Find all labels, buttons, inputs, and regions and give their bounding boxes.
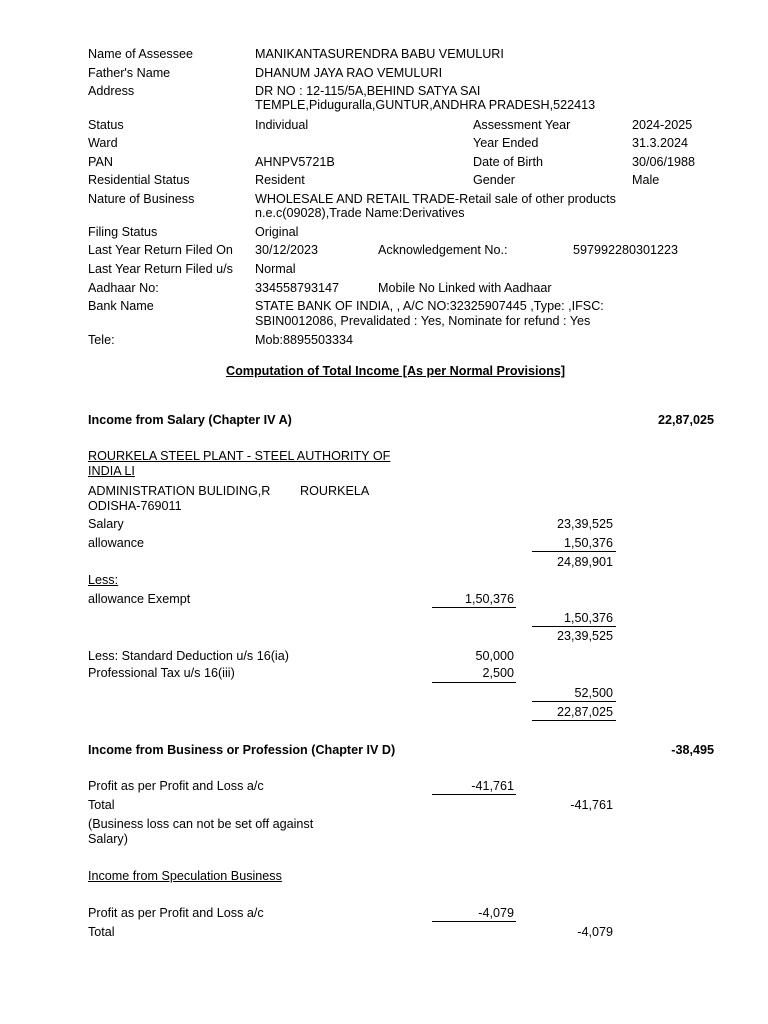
rule-net-salary-bottom (532, 720, 616, 721)
allowance-exempt-label: allowance Exempt (88, 592, 191, 606)
rule-net-salary (532, 701, 616, 702)
speculation-heading: Income from Speculation Business (88, 869, 282, 883)
name-value: MANIKANTASURENDRA BABU VEMULURI (255, 47, 504, 61)
speculation-total-label: Total (88, 925, 115, 939)
allowance-value: 1,50,376 (563, 536, 613, 550)
gender-label: Gender (473, 173, 516, 187)
bank-line-2: SBIN0012086, Prevalidated : Yes, Nominate for refund : Yes (255, 314, 591, 328)
employer-line-2: INDIA LI (88, 464, 135, 478)
speculation-pl-label: Profit as per Profit and Loss a/c (88, 906, 264, 920)
net-salary: 22,87,025 (556, 705, 613, 719)
gender-value: Male (632, 173, 660, 187)
gross-salary: 24,89,901 (556, 555, 613, 569)
tele-label: Tele: (88, 333, 115, 347)
speculation-pl-value: -4,079 (478, 906, 514, 920)
salary-value: 23,39,525 (556, 517, 613, 531)
employer-line-1: ROURKELA STEEL PLANT - STEEL AUTHORITY OF (88, 449, 391, 463)
status-value: Individual (255, 118, 309, 132)
pan-value: AHNPV5721B (255, 155, 335, 169)
salary-head-total: 22,87,025 (657, 413, 714, 427)
acknowledgement-label: Acknowledgement No.: (378, 243, 508, 257)
acknowledgement-value: 597992280301223 (573, 243, 679, 257)
aadhaar-label: Aadhaar No: (88, 281, 159, 295)
professional-tax-label: Professional Tax u/s 16(iii) (88, 666, 235, 680)
nature-of-business-label: Nature of Business (88, 192, 195, 206)
pan-label: PAN (88, 155, 113, 169)
tele-value: Mob:8895503334 (255, 333, 354, 347)
father-value: DHANUM JAYA RAO VEMULURI (255, 66, 443, 80)
father-label: Father's Name (88, 66, 171, 80)
filing-status-value: Original (255, 225, 299, 239)
employer-address-line-1: ADMINISTRATION BULIDING,R (88, 484, 271, 498)
professional-tax-value: 2,500 (482, 666, 514, 680)
business-head-total: -38,495 (671, 743, 714, 757)
residential-status-label: Residential Status (88, 173, 190, 187)
assessment-year-label: Assessment Year (473, 118, 571, 132)
allowance-exempt-value: 1,50,376 (464, 592, 514, 606)
address-line-2: TEMPLE,Piduguralla,GUNTUR,ANDHRA PRADESH,522413 (255, 98, 596, 112)
salary-label: Salary (88, 517, 124, 531)
rule-exempt (432, 607, 516, 608)
business-total-label: Total (88, 798, 115, 812)
year-ended-label: Year Ended (473, 136, 539, 150)
less-label: Less: (88, 573, 119, 587)
business-pl-value: -41,761 (471, 779, 514, 793)
standard-deduction-value: 50,000 (475, 649, 514, 663)
last-return-filed-on-value: 30/12/2023 (255, 243, 319, 257)
allowance-exempt-total: 1,50,376 (563, 611, 613, 625)
rule-business-pl (432, 794, 516, 795)
address-label: Address (88, 84, 135, 98)
aadhaar-value: 334558793147 (255, 281, 340, 295)
nature-of-business-line-1: WHOLESALE AND RETAIL TRADE-Retail sale of other products (255, 192, 616, 206)
employer-address-line-2: ODISHA-769011 (88, 499, 182, 513)
business-heading: Income from Business or Profession (Chapter IV D) (88, 743, 396, 757)
year-ended-value: 31.3.2024 (632, 136, 689, 150)
filing-status-label: Filing Status (88, 225, 158, 239)
rule-deductions (432, 682, 516, 683)
deductions-total: 52,500 (574, 686, 613, 700)
last-return-filed-on-label: Last Year Return Filed On (88, 243, 233, 257)
assessment-year-value: 2024-2025 (632, 118, 693, 132)
bank-line-1: STATE BANK OF INDIA, , A/C NO:32325907445 ,Type: ,IFSC: (255, 299, 604, 313)
dob-value: 30/06/1988 (632, 155, 696, 169)
net-after-exempt: 23,39,525 (556, 629, 613, 643)
rule-after-exempt (532, 626, 616, 627)
mobile-linked-text: Mobile No Linked with Aadhaar (378, 281, 552, 295)
rule-gross (532, 551, 616, 552)
speculation-total-value: -4,079 (577, 925, 613, 939)
dob-label: Date of Birth (473, 155, 543, 169)
residential-status-value: Resident (255, 173, 305, 187)
last-return-filed-us-value: Normal (255, 262, 296, 276)
last-return-filed-us-label: Last Year Return Filed u/s (88, 262, 233, 276)
standard-deduction-label: Less: Standard Deduction u/s 16(ia) (88, 649, 289, 663)
nature-of-business-line-2: n.e.c(09028),Trade Name:Derivatives (255, 206, 465, 220)
status-label: Status (88, 118, 124, 132)
business-total-value: -41,761 (570, 798, 613, 812)
bank-label: Bank Name (88, 299, 154, 313)
business-note-line-1: (Business loss can not be set off against (88, 817, 314, 831)
name-label: Name of Assessee (88, 47, 193, 61)
business-note-line-2: Salary) (88, 832, 128, 846)
address-line-1: DR NO : 12-115/5A,BEHIND SATYA SAI (255, 84, 481, 98)
computation-title: Computation of Total Income [As per Normal Provisions] (226, 364, 566, 378)
salary-heading: Income from Salary (Chapter IV A) (88, 413, 292, 427)
ward-label: Ward (88, 136, 118, 150)
business-pl-label: Profit as per Profit and Loss a/c (88, 779, 264, 793)
rule-speculation-pl (432, 921, 516, 922)
allowance-label: allowance (88, 536, 145, 550)
employer-city: ROURKELA (300, 484, 370, 498)
